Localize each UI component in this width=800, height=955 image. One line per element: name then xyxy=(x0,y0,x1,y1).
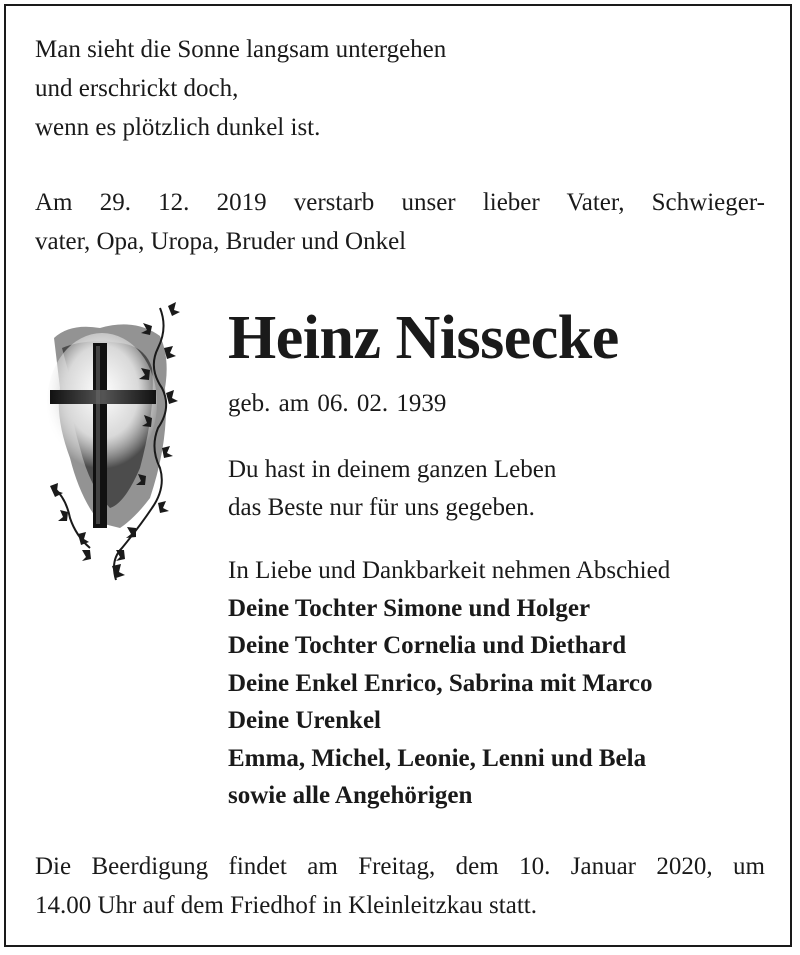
announcement-line: Am 29. 12. 2019 verstarb unser lieber Vater, Schwieger- xyxy=(35,189,765,216)
poem xyxy=(35,30,446,147)
death-announcement xyxy=(35,183,765,261)
deceased-name: Heinz Nissecke xyxy=(228,304,619,372)
funeral-line: 14.00 Uhr auf dem Friedhof in Kleinleitzkau statt. xyxy=(35,892,537,919)
poem-line: und erschrickt doch, xyxy=(35,75,239,102)
verse-line: das Beste nur für uns gegeben. xyxy=(228,494,535,521)
poem-line: Man sieht die Sonne langsam untergehen xyxy=(35,36,447,63)
cross-with-ivy-icon xyxy=(40,298,200,588)
poem-line: wenn es plötzlich dunkel ist. xyxy=(35,114,321,141)
verse-line: Du hast in deinem ganzen Leben xyxy=(228,456,557,483)
announcement-line: vater, Opa, Uropa, Bruder und Onkel xyxy=(35,228,407,255)
mourner-line: Deine Urenkel xyxy=(228,707,381,734)
funeral-line: Die Beerdigung findet am Freitag, dem 10. Januar 2020, um xyxy=(35,853,765,880)
memorial-verse xyxy=(228,451,556,527)
mourner-line: Deine Enkel Enrico, Sabrina mit Marco xyxy=(228,669,653,697)
mourners-block xyxy=(228,552,670,815)
mourners-intro: In Liebe und Dankbarkeit nehmen Abschied xyxy=(228,557,671,584)
mourner-line: sowie alle Angehörigen xyxy=(228,782,473,809)
mourner-line: Emma, Michel, Leonie, Lenni und Bela xyxy=(228,744,647,772)
mourner-line: Deine Tochter Simone und Holger xyxy=(228,594,591,622)
funeral-info xyxy=(35,847,765,925)
birth-date: geb. am 06. 02. 1939 xyxy=(228,390,447,417)
mourner-line: Deine Tochter Cornelia und Diethard xyxy=(228,632,627,659)
